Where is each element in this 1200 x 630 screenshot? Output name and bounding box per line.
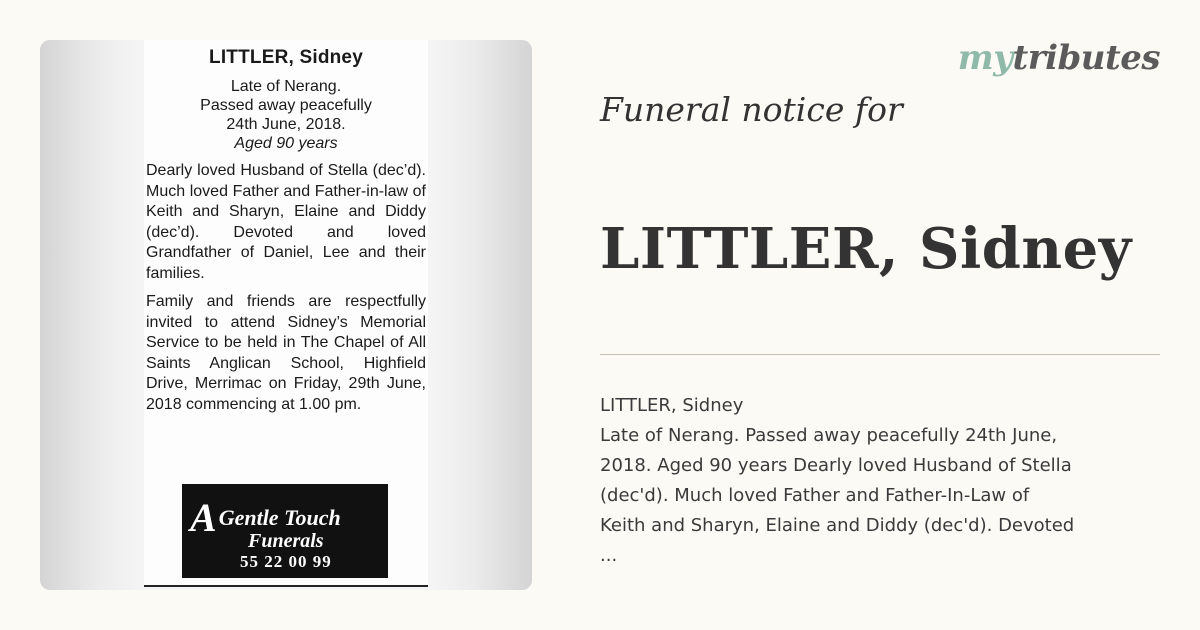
notice-image-panel [40,40,532,590]
notice-type-heading: Funeral notice for [600,90,903,129]
notice-summary [600,391,1140,571]
clipping-paragraph-family: Dearly loved Husband of Stella (dec’d). Much loved Father and Father-in-law of Keith and Sharyn, Elaine and Diddy (dec’d). Devoted and loved Grandfather of Daniel, Lee and their families. [146,162,426,282]
logo-name-line1: Gentle Touch [218,505,341,530]
clipping-header-line: Passed away peacefully [200,97,372,114]
brand-logo-my: my [957,38,1013,78]
brand-logo[interactable] [958,38,1160,78]
summary-line: Late of Nerang. Passed away peacefully 24th June, [600,425,1058,446]
deceased-name-heading: LITTLER, Sidney [600,216,1132,282]
summary-line: Keith and Sharyn, Elaine and Diddy (dec'd). Devoted [600,515,1075,536]
summary-line: (dec'd). Much loved Father and Father-In-Law of [600,485,1030,506]
logo-letter: A [190,495,217,540]
summary-line: 2018. Aged 90 years Dearly loved Husband of Stella [600,455,1072,476]
clipping-header [144,77,428,153]
logo-name-line2: Funerals [248,530,324,552]
clipping-header-line: Late of Nerang. [230,78,342,95]
section-divider [600,354,1160,355]
summary-line: LITTLER, Sidney [600,395,744,416]
summary-ellipsis: ... [600,545,618,566]
logo-phone: 55 22 00 99 [240,552,332,571]
newspaper-clipping [144,40,428,587]
clipping-age: Aged 90 years [234,135,338,152]
clipping-paragraph-service: Family and friends are respectfully invited to attend Sidney’s Memorial Service to be held in The Chapel of All Saints Anglican School, Highfield Drive, Merrimac on Friday, 29th June, 2018 commencing at 1.00 pm. [146,293,426,413]
clipping-header-line: 24th June, 2018. [226,116,346,133]
funeral-director-logo [182,484,388,578]
clipping-title: LITTLER, Sidney [209,47,363,68]
brand-logo-tributes: tributes [1012,38,1160,78]
